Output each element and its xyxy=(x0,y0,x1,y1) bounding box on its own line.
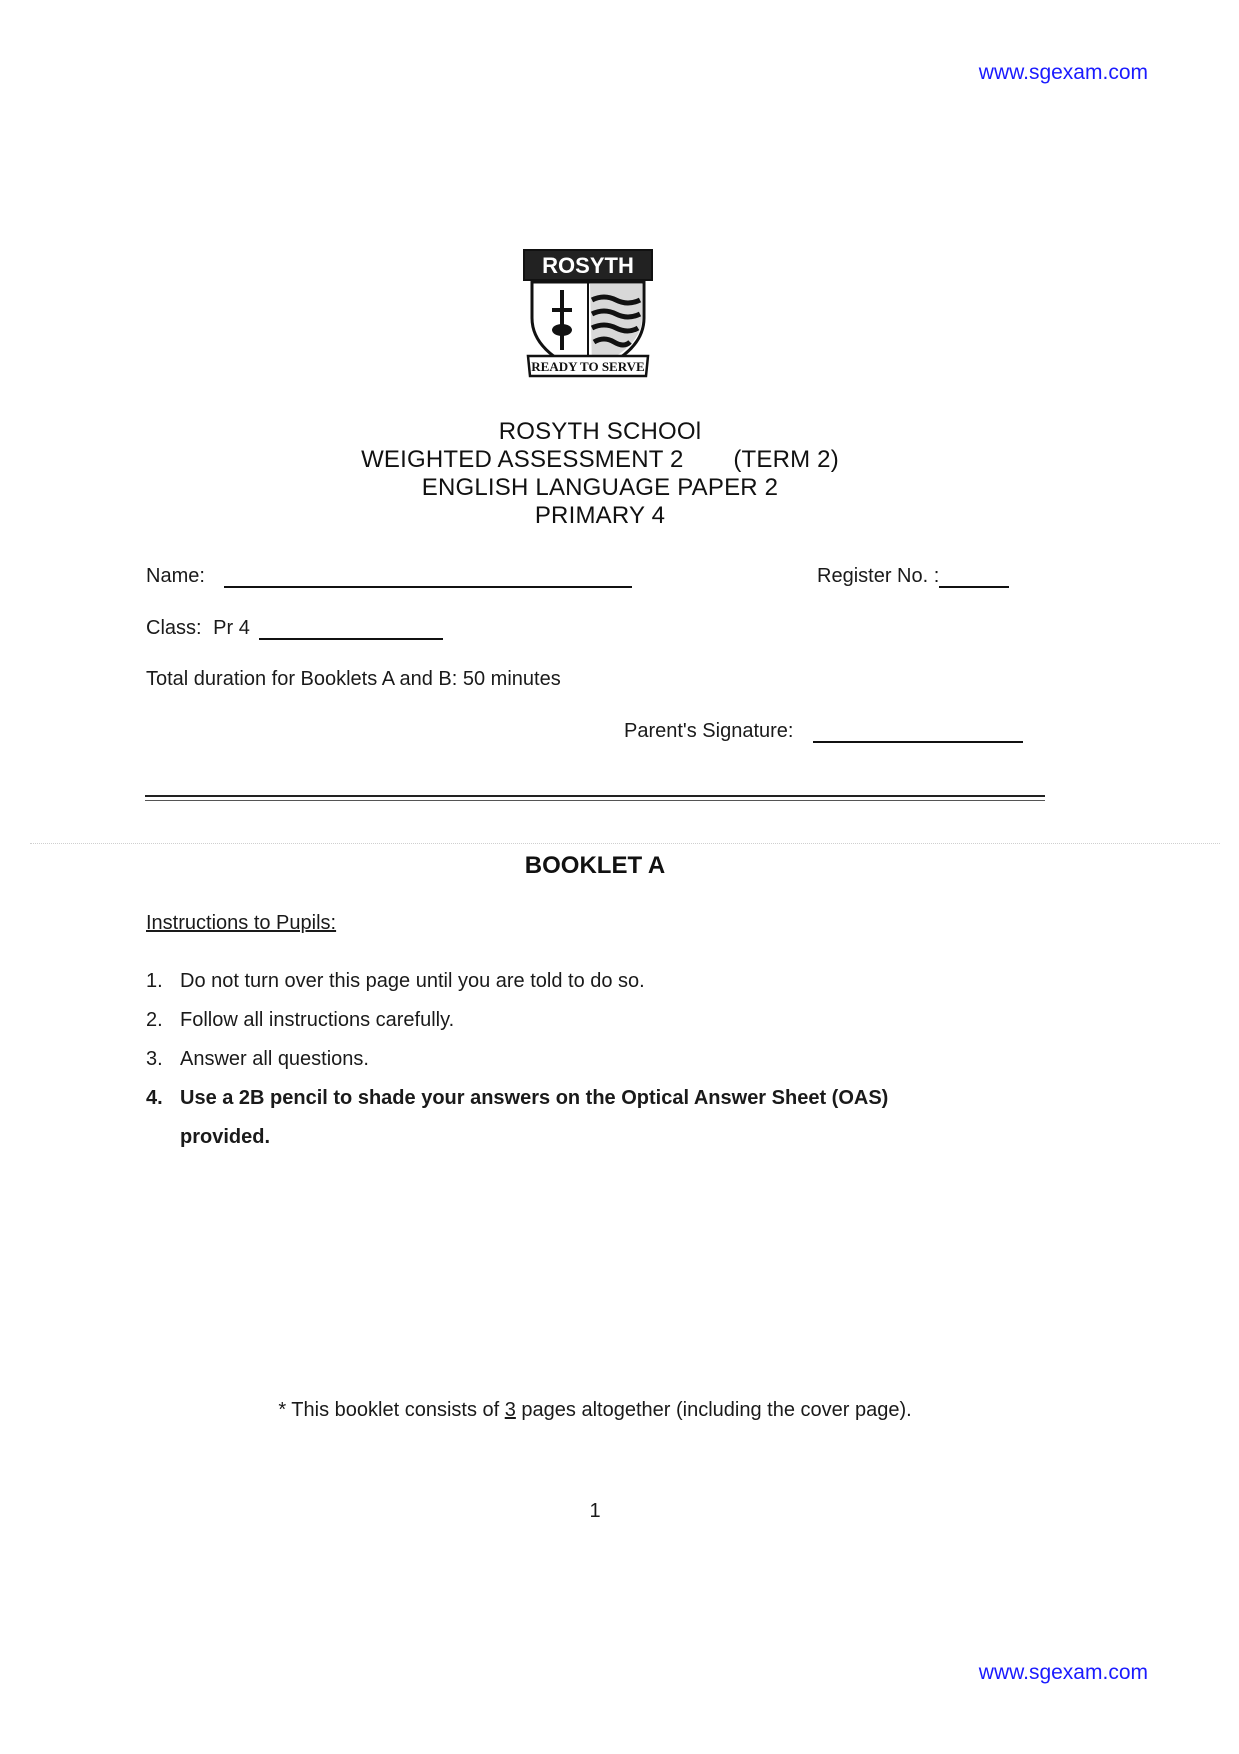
instruction-item xyxy=(146,1001,1046,1040)
duration-text: Total duration for Booklets A and B: 50 minutes xyxy=(146,668,561,690)
name-label: Name: xyxy=(146,565,205,587)
name-input-line[interactable] xyxy=(224,566,632,588)
instruction-item xyxy=(146,1079,1046,1157)
school-name: ROSYTH SCHOOl xyxy=(498,418,702,445)
instructions-list xyxy=(146,962,1046,1157)
class-value: Pr 4 xyxy=(213,617,250,639)
footnote-page-count: 3 xyxy=(504,1399,516,1421)
footnote-prefix: * This booklet consists of xyxy=(278,1399,505,1421)
footnote-suffix: pages altogether (including the cover page). xyxy=(515,1399,912,1421)
watermark-link-bottom[interactable]: www.sgexam.com xyxy=(978,1661,1148,1684)
instruction-item xyxy=(146,962,1046,1001)
watermark-link-top[interactable]: www.sgexam.com xyxy=(978,61,1148,84)
scan-noise-line xyxy=(30,843,1220,844)
instruction-text: Do not turn over this page until you are told to do so. xyxy=(180,970,645,992)
instruction-number: 1. xyxy=(146,970,163,992)
level-title: PRIMARY 4 xyxy=(534,502,666,529)
name-field xyxy=(146,565,632,588)
signature-label: Parent's Signature: xyxy=(624,720,794,742)
booklet-title: BOOKLET A xyxy=(524,852,666,879)
instruction-number: 2. xyxy=(146,1009,163,1031)
booklet-footnote xyxy=(0,1399,1190,1422)
svg-text:READY TO SERVE: READY TO SERVE xyxy=(531,359,645,374)
instructions-title: Instructions to Pupils: xyxy=(146,912,337,934)
svg-text:ROSYTH: ROSYTH xyxy=(542,253,634,278)
class-input-line[interactable] xyxy=(259,618,443,640)
paper-title: ENGLISH LANGUAGE PAPER 2 xyxy=(421,474,779,501)
class-label: Class: xyxy=(146,617,202,639)
instruction-text: Use a 2B pencil to shade your answers on the Optical Answer Sheet (OAS) provided. xyxy=(180,1087,889,1148)
register-field xyxy=(817,565,1009,588)
register-label: Register No. : xyxy=(817,565,940,587)
register-input-line[interactable] xyxy=(939,566,1009,588)
page-number: 1 xyxy=(589,1500,601,1522)
instruction-number: 4. xyxy=(146,1087,163,1109)
instruction-item xyxy=(146,1040,1046,1079)
instruction-number: 3. xyxy=(146,1048,163,1070)
school-heading xyxy=(300,418,900,530)
assessment-name: WEIGHTED ASSESSMENT 2 xyxy=(361,446,684,473)
class-field xyxy=(146,617,443,640)
signature-field xyxy=(624,720,1023,743)
section-divider xyxy=(145,795,1045,801)
instruction-text: Follow all instructions carefully. xyxy=(180,1009,455,1031)
assessment-term: (TERM 2) xyxy=(733,446,839,473)
assessment-title xyxy=(300,446,900,474)
signature-input-line[interactable] xyxy=(813,721,1023,743)
instruction-text: Answer all questions. xyxy=(180,1048,369,1070)
school-crest-logo xyxy=(522,248,654,388)
